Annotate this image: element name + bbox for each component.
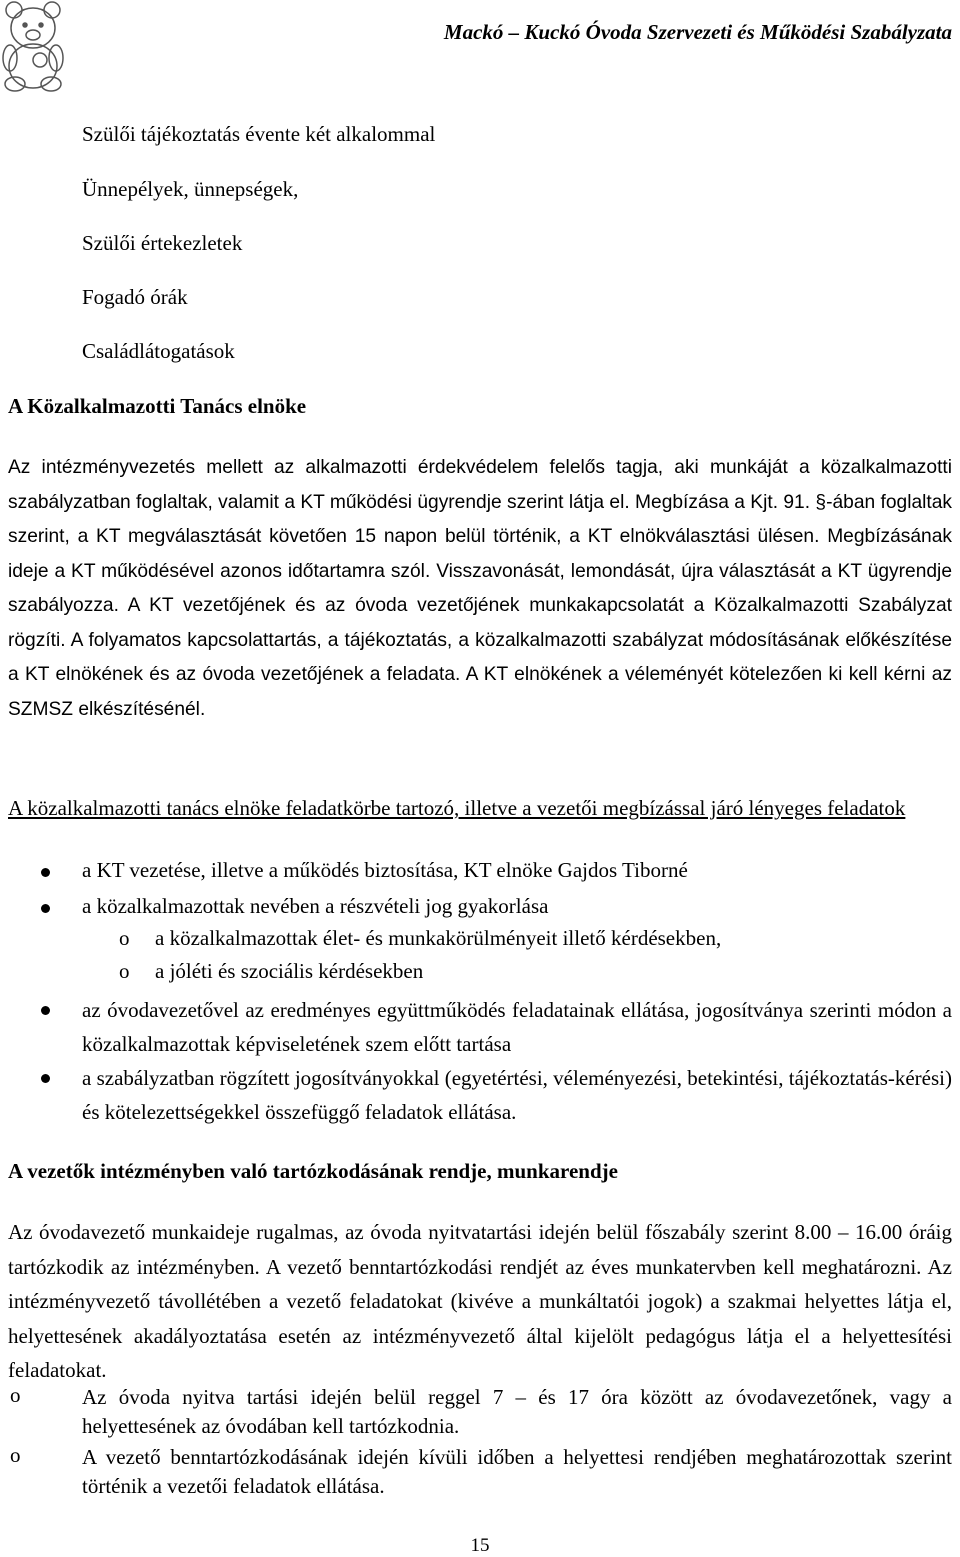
sub-bullet-o-icon: o xyxy=(119,959,130,983)
bullet-icon xyxy=(41,1006,50,1015)
intro-item: Családlátogatások xyxy=(82,339,235,363)
bullet-icon xyxy=(41,868,50,877)
intro-item: Szülői tájékoztatás évente két alkalommal xyxy=(82,122,436,146)
task-sub-item: a közalkalmazottak élet- és munkakörülményeit illető kérdésekben, xyxy=(155,926,722,950)
intro-item: Szülői értekezletek xyxy=(82,231,243,255)
task-bullet-item: az óvodavezetővel az eredményes együttműködés feladatainak ellátása, jogosítványa szerinti módon a közalkalmazottak képviseletének szem előtt tartása xyxy=(82,998,952,1056)
kt-section-heading: A Közalkalmazotti Tanács elnöke xyxy=(8,394,307,418)
document-header-title: Mackó – Kuckó Óvoda Szervezeti és Működési Szabályzata xyxy=(443,20,952,44)
teddy-bear-logo-icon xyxy=(0,0,66,92)
page-number: 15 xyxy=(470,1535,490,1556)
presence-item: A vezető benntartózkodásának idején kívüli időben a helyettesi rendjében meghatározottak szerint történik a vezetői feladatok ellátása. xyxy=(82,1445,952,1498)
bullet-icon xyxy=(41,1074,50,1083)
task-bullet-item: a szabályzatban rögzített jogosítványokkal (egyetértési, véleményezési, betekintési, tájékoztatás-kérési) és kötelezettségekkel összefüggő feladatok ellátása. xyxy=(82,1066,952,1124)
presence-item: Az óvoda nyitva tartási idején belül reggel 7 – és 17 óra között az óvodavezetőnek, vagy a helyettesének az óvodában kell tartózkodnia. xyxy=(82,1385,952,1438)
intro-item: Fogadó órák xyxy=(82,285,188,309)
task-bullet-item: a KT vezetése, illetve a működés biztosítása, KT elnöke Gajdos Tiborné xyxy=(82,858,688,882)
kt-section-paragraph: Az intézményvezetés mellett az alkalmazotti érdekvédelem felelős tagja, aki munkáját a közalkalmazotti szabályzatban foglaltak, valamit a KT működési ügyrendje szerint látja el. Megbízása a Kjt. 91. §-ában foglaltak szerint, a KT megválasztását követően 15 napon belül történik, a KT elnökválasztási ülésen. Megbízásának ideje a KT működésével azonos időtartamra szól. Visszavonását, lemondását, újra választását a KT ügyrendje szabályozza. A KT vezetőjének és az óvoda vezetőjének munkakapcsolatát a Közalkalmazotti Szabályzat rögzíti. A folyamatos kapcsolattartás, a tájékoztatás, a közalkalmazotti szabályzat módosításának előkészítése a KT elnökének és az óvoda vezetőjének a feladata. A KT elnökének a véleményét kötelezően ki kell kérni az SZMSZ elkészítésénél. xyxy=(8,457,952,720)
task-sub-item: a jóléti és szociális kérdésekben xyxy=(155,959,424,983)
task-bullet-item: a közalkalmazottak nevében a részvételi jog gyakorlása xyxy=(82,894,549,918)
tasks-section-heading: A közalkalmazotti tanács elnöke feladatkörbe tartozó, illetve a vezetői megbízással járó lényeges feladatok xyxy=(8,796,906,820)
presence-section-heading: A vezetők intézményben való tartózkodásának rendje, munkarendje xyxy=(8,1159,618,1183)
intro-item: Ünnepélyek, ünnepségek, xyxy=(82,177,299,201)
sub-bullet-o-icon: o xyxy=(10,1383,21,1407)
sub-bullet-o-icon: o xyxy=(10,1443,21,1467)
presence-section-paragraph: Az óvodavezető munkaideje rugalmas, az óvoda nyitvatartási idején belül főszabály szerint 8.00 – 16.00 óráig tartózkodik az intézményben. A vezető benntartózkodási rendjét az éves munkatervben kell meghatározni. Az intézményvezető távollétében a vezető feladatokat (kivéve a munkáltatói jogok) a szakmai helyettes látja el, helyettesének akadályoztatása esetén az intézményvezető által kijelölt pedagógus látja el a helyettesítési feladatokat. xyxy=(8,1220,952,1382)
sub-bullet-o-icon: o xyxy=(119,926,130,950)
bullet-icon xyxy=(41,904,50,913)
